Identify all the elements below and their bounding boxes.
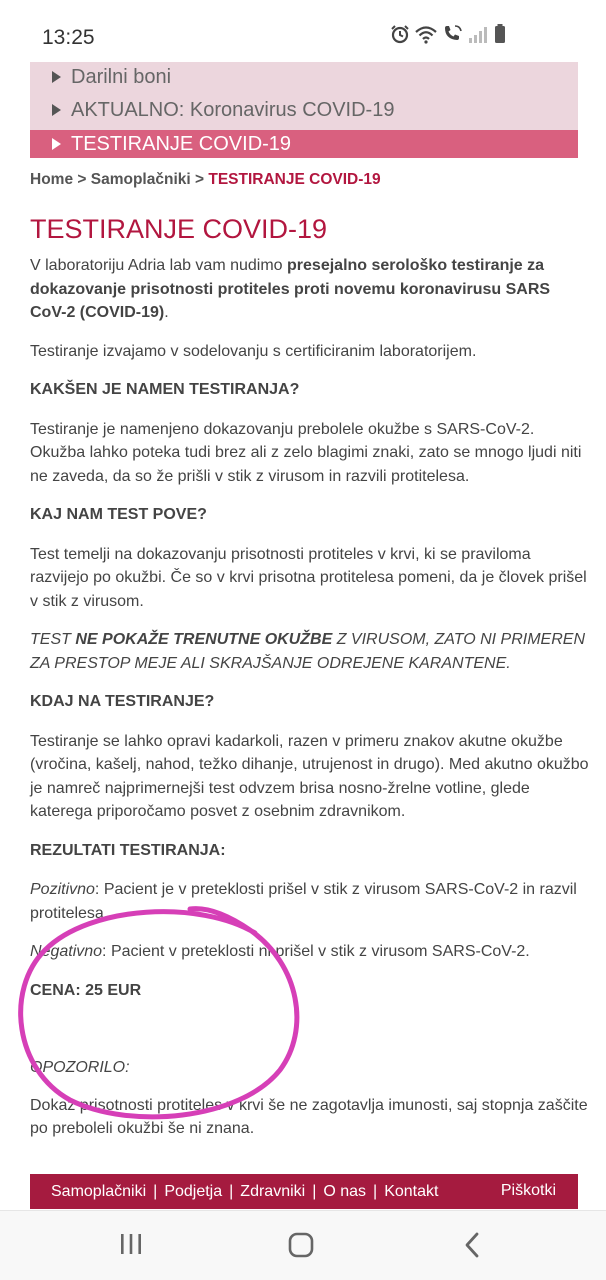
section-heading-results: REZULTATI TESTIRANJA:	[30, 841, 226, 859]
warning-text: TEST	[30, 631, 76, 648]
triangle-right-icon	[52, 138, 61, 150]
breadcrumb-section-link[interactable]: Samoplačniki	[90, 171, 191, 188]
menu-item-label: Darilni boni	[71, 65, 172, 88]
positive-result-paragraph	[30, 878, 590, 925]
negative-text: : Pacient v preteklosti ni prišel v stik z virusom SARS-CoV-2.	[102, 943, 530, 960]
menu-item-testiranje-covid[interactable]	[30, 130, 578, 158]
triangle-right-icon	[52, 104, 61, 116]
breadcrumb-home-link[interactable]: Home	[30, 171, 74, 188]
notice-paragraph: Dokaz prisotnosti protiteles v krvi še ne zagotavlja imunosti, saj stopnja zaščite po preboleli okužbi še ni znana.	[30, 1096, 588, 1137]
section-heading-what-test-shows: KAJ NAM TEST POVE?	[30, 506, 207, 523]
menu-item-aktualno-covid[interactable]	[30, 95, 578, 125]
breadcrumb-current: TESTIRANJE COVID-19	[208, 171, 381, 188]
footer-separator: |	[229, 1182, 234, 1200]
footer-link-podjetja[interactable]: Podjetja	[164, 1182, 223, 1200]
intro-paragraph	[30, 254, 590, 325]
triangle-right-icon	[52, 71, 61, 83]
battery-icon	[494, 24, 506, 44]
wifi-call-icon	[442, 24, 464, 44]
footer-link-kontakt[interactable]: Kontakt	[384, 1182, 439, 1200]
negative-result-paragraph	[30, 940, 590, 964]
footer-separator: |	[312, 1182, 317, 1200]
signal-icon	[468, 24, 490, 44]
warning-text-end: Z VIRUSOM, ZATO NI PRIMEREN ZA PRESTOP MEJE ALI SKRAJŠANJE ODREJENE KARANTENE.	[30, 631, 586, 672]
back-icon[interactable]	[460, 1231, 484, 1264]
main-content	[30, 212, 590, 1141]
wifi-icon	[414, 24, 438, 44]
footer-link-samoplacniki[interactable]: Samoplačniki	[51, 1182, 147, 1200]
page-title: TESTIRANJE COVID-19	[30, 214, 328, 244]
breadcrumb	[30, 171, 381, 189]
footer-link-zdravniki[interactable]: Zdravniki	[240, 1182, 306, 1200]
purpose-paragraph: Testiranje je namenjeno dokazovanju prebolele okužbe s SARS-CoV-2. Okužba lahko poteka tudi brez ali z zelo blagimi znaki, zato se mnogo ljudi niti ne zaveda, da so že prišli v stik z virusom in razvili protitelesa.	[30, 420, 582, 485]
warning-paragraph	[30, 628, 590, 675]
what-test-shows-paragraph: Test temelji na dokazovanju prisotnosti protiteles v krvi, ki se praviloma razvijejo po okužbi. Če so v krvi prisotna protitelesa pomeni, da je človek prišel v stik z virusom.	[30, 545, 587, 610]
notice-label: OPOZORILO:	[30, 1059, 130, 1076]
negative-label: Negativno	[30, 943, 103, 960]
intro-bold-text: presejalno serološko testiranje za dokazovanje prisotnosti protiteles proti novemu koronavirusu SARS CoV-2 (COVID-19)	[30, 257, 551, 321]
when-paragraph: Testiranje se lahko opravi kadarkoli, razen v primeru znakov akutne okužbe (vročina, kašelj, nahod, težko dihanje, utrujenost in drugo). Med akutno okužbo je namreč najprimernejši test odvzem brisa nosno-žrelne votline, glede katerega priporočamo posvet z osebnim zdravnikom.	[30, 732, 589, 820]
menu-item-label: TESTIRANJE COVID-19	[71, 132, 292, 155]
footer-separator: |	[373, 1182, 378, 1200]
breadcrumb-separator: >	[73, 171, 91, 188]
positive-text: : Pacient je v preteklosti prišel v stik z virusom SARS-CoV-2 in razvil protitelesa.	[30, 881, 577, 922]
category-menu	[30, 62, 578, 158]
intro-text: V laboratoriju Adria lab vam nudimo	[30, 257, 288, 274]
section-heading-purpose: KAKŠEN JE NAMEN TESTIRANJA?	[30, 381, 300, 398]
recent-apps-icon[interactable]	[118, 1231, 144, 1262]
warning-bold-text: NE POKAŽE TRENUTNE OKUŽBE	[75, 631, 333, 648]
section-heading-when: KDAJ NA TESTIRANJE?	[30, 693, 215, 710]
footer-separator: |	[153, 1182, 158, 1200]
footer-links	[51, 1183, 438, 1201]
footer-link-cookies[interactable]: Piškotki	[500, 1182, 556, 1199]
footer-nav-bar	[30, 1174, 578, 1209]
android-nav-bar	[0, 1210, 606, 1280]
footer-link-o-nas[interactable]: O nas	[323, 1182, 367, 1200]
alarm-icon	[390, 24, 410, 44]
intro-period: .	[164, 304, 169, 321]
positive-label: Pozitivno	[30, 881, 95, 898]
price-text: CENA: 25 EUR	[30, 981, 142, 999]
breadcrumb-separator: >	[190, 171, 209, 188]
status-bar	[0, 0, 606, 62]
status-time: 13:25	[42, 26, 95, 49]
status-icons	[390, 24, 506, 44]
menu-item-label: AKTUALNO: Koronavirus COVID-19	[71, 98, 395, 121]
home-icon[interactable]	[287, 1231, 315, 1264]
intro2-paragraph: Testiranje izvajamo v sodelovanju s certificiranim laboratorijem.	[30, 342, 477, 360]
menu-item-darilni-boni[interactable]	[30, 62, 578, 92]
